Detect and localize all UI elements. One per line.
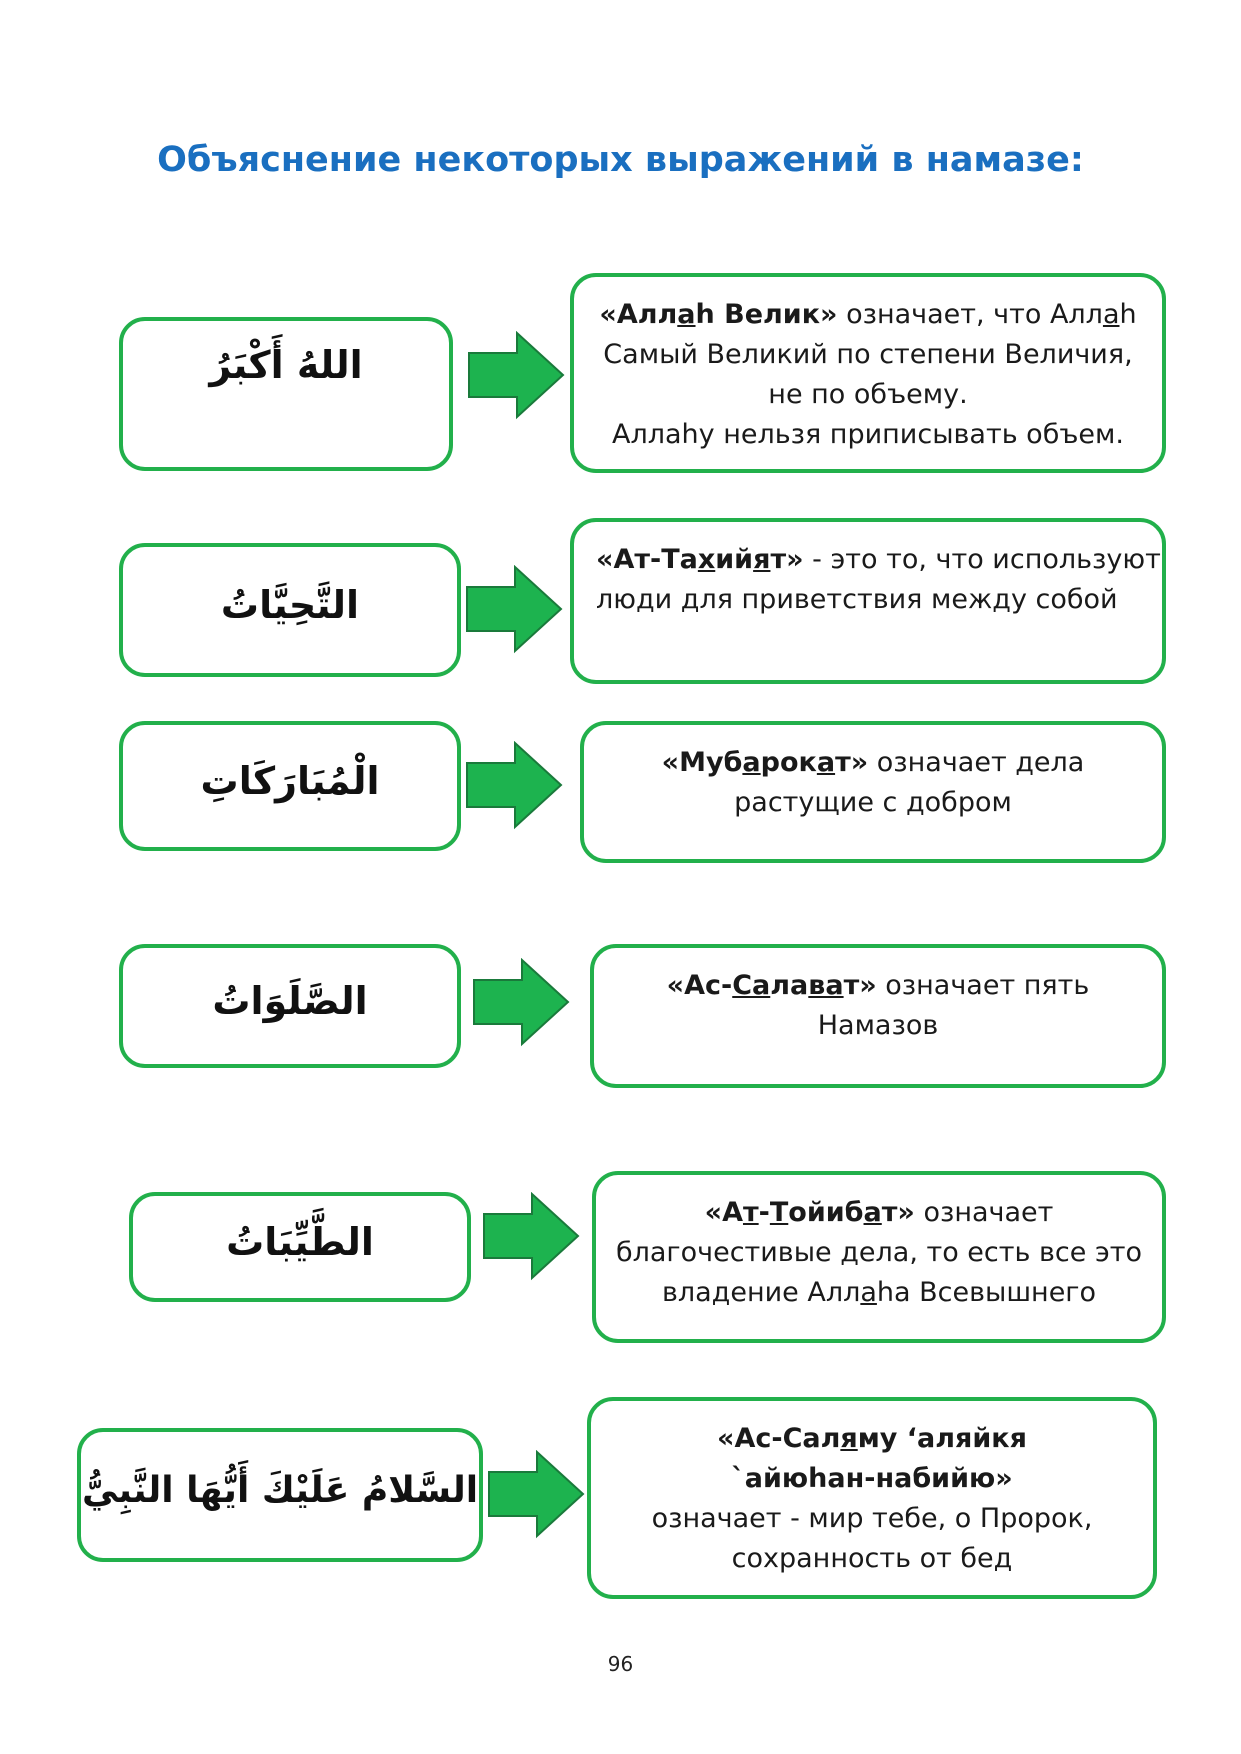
explanation-box-salawat bbox=[590, 944, 1166, 1088]
arrow-right-icon bbox=[465, 741, 565, 831]
text-segment: означает bbox=[914, 1197, 1054, 1228]
text-segment: «Ас- bbox=[666, 970, 733, 1001]
explanation-line bbox=[705, 1193, 1054, 1233]
text-segment: владение Алл bbox=[661, 1277, 861, 1308]
text-segment: означает, что Алл bbox=[837, 299, 1103, 330]
text-segment: «Ас-Сал bbox=[717, 1423, 841, 1454]
text-segment: т» bbox=[835, 747, 869, 778]
text-segment: - bbox=[758, 1197, 770, 1228]
text-segment: т» bbox=[881, 1197, 915, 1228]
text-segment: т bbox=[742, 1197, 759, 1228]
text-segment: я bbox=[753, 544, 771, 575]
arabic-phrase: اللهُ أَكْبَرُ bbox=[209, 343, 363, 387]
page-title: Объяснение некоторых выражений в намазе: bbox=[157, 140, 1084, 180]
explanation-line bbox=[662, 743, 1085, 783]
text-segment: Намазов bbox=[817, 1010, 939, 1041]
text-segment: «А bbox=[704, 1197, 743, 1228]
arabic-box-tayyibat bbox=[129, 1192, 471, 1302]
explanation-line bbox=[603, 335, 1132, 375]
text-segment: т» bbox=[843, 970, 877, 1001]
arabic-box-salam bbox=[77, 1428, 483, 1562]
arabic-box-mubarakat bbox=[119, 721, 461, 851]
explanation-box-tayyibat bbox=[592, 1171, 1166, 1343]
text-segment: «Ат-Та bbox=[596, 544, 698, 575]
arabic-box-salawat bbox=[119, 944, 461, 1068]
explanation-box-tahiyyat bbox=[570, 518, 1166, 684]
arabic-box-takbir bbox=[119, 317, 453, 471]
arrow-right-icon bbox=[465, 565, 565, 655]
explanation-line bbox=[734, 783, 1012, 823]
arrow-right-icon bbox=[487, 1450, 587, 1540]
text-segment: а bbox=[816, 747, 836, 778]
text-segment: h Велик» bbox=[695, 299, 838, 330]
text-segment: растущие с добром bbox=[734, 787, 1012, 818]
text-segment: «Муб bbox=[661, 747, 743, 778]
explanation-line bbox=[818, 1006, 939, 1046]
explanation-line bbox=[616, 1233, 1142, 1273]
text-segment: люди для приветствия между собой bbox=[596, 584, 1118, 615]
explanation-box-takbir bbox=[570, 273, 1166, 473]
text-segment: означает дела bbox=[868, 747, 1085, 778]
explanation-line bbox=[612, 415, 1124, 455]
explanation-line bbox=[667, 966, 1090, 1006]
text-segment: т» bbox=[770, 544, 804, 575]
text-segment: ла bbox=[770, 970, 809, 1001]
arabic-phrase: الطَّيِّبَاتُ bbox=[226, 1220, 374, 1264]
text-segment: «Алл bbox=[599, 299, 678, 330]
text-segment: а bbox=[860, 1277, 877, 1308]
text-segment: Са bbox=[732, 970, 771, 1001]
text-segment: а bbox=[742, 747, 761, 778]
arabic-box-tahiyyat bbox=[119, 543, 461, 677]
text-segment: я bbox=[840, 1423, 858, 1454]
explanation-line bbox=[596, 580, 1118, 620]
text-segment: hа Всевышнего bbox=[876, 1277, 1097, 1308]
explanation-line bbox=[662, 1273, 1096, 1313]
text-segment: означает пять bbox=[876, 970, 1090, 1001]
text-segment: рок bbox=[760, 747, 817, 778]
text-segment: благочестивые дела, то есть все это bbox=[615, 1237, 1143, 1268]
text-segment: Аллаhу нельзя приписывать объем. bbox=[611, 419, 1124, 450]
explanation-line bbox=[732, 1539, 1013, 1579]
text-segment: означает - мир тебе, о Пророк, bbox=[651, 1503, 1093, 1534]
page-number: 96 bbox=[607, 1652, 634, 1676]
text-segment: ий bbox=[715, 544, 754, 575]
text-segment: a bbox=[1102, 299, 1120, 330]
text-segment: - это то, что используют bbox=[803, 544, 1161, 575]
explanation-box-mubarakat bbox=[580, 721, 1166, 863]
explanation-line bbox=[717, 1419, 1027, 1459]
text-segment: му ‘аляйкя bbox=[857, 1423, 1027, 1454]
text-segment: сохранность от бед bbox=[731, 1543, 1013, 1574]
explanation-line bbox=[596, 540, 1161, 580]
explanation-line bbox=[731, 1459, 1012, 1499]
arabic-phrase: الصَّلَوَاتُ bbox=[212, 979, 368, 1023]
text-segment: h bbox=[1119, 299, 1137, 330]
text-segment: х bbox=[697, 544, 716, 575]
text-segment: Самый Великий по степени Величия, bbox=[603, 339, 1133, 370]
explanation-line bbox=[599, 295, 1136, 335]
explanation-line bbox=[768, 375, 967, 415]
arabic-phrase: السَّلامُ عَلَيْكَ أَيُّهَا النَّبِيُّ bbox=[81, 1469, 479, 1511]
explanation-box-salam bbox=[587, 1397, 1157, 1599]
arrow-right-icon bbox=[482, 1192, 582, 1282]
text-segment: а bbox=[863, 1197, 882, 1228]
arabic-phrase: التَّحِيَّاتُ bbox=[220, 583, 360, 627]
text-segment: `айюhан-набийю» bbox=[731, 1463, 1013, 1494]
explanation-line bbox=[652, 1499, 1093, 1539]
text-segment: a bbox=[677, 299, 696, 330]
text-segment: ва bbox=[808, 970, 844, 1001]
text-segment: ойиб bbox=[788, 1197, 864, 1228]
text-segment: не по объему. bbox=[768, 379, 968, 410]
text-segment: Т bbox=[769, 1197, 789, 1228]
arrow-right-icon bbox=[467, 331, 567, 421]
arabic-phrase: الْمُبَارَكَاتِ bbox=[200, 759, 380, 803]
arrow-right-icon bbox=[472, 958, 572, 1048]
